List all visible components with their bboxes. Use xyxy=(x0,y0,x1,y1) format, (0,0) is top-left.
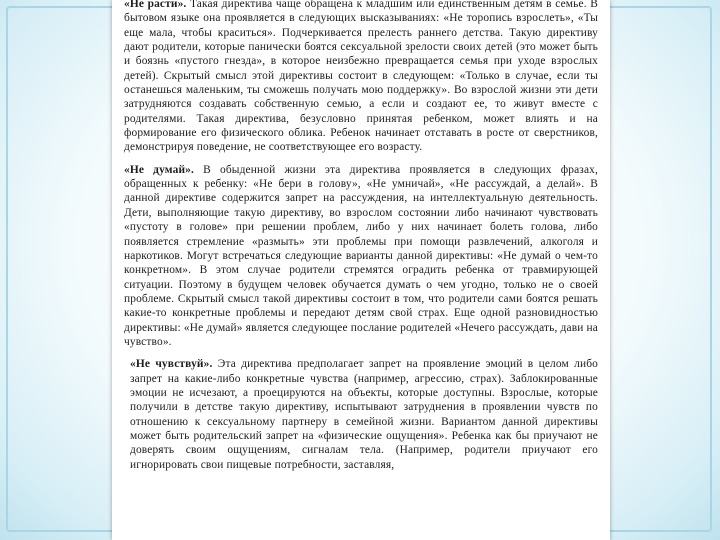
paragraph-body: В обыденной жизни эта директива проявляется в следующих фразах, обращенных к ребенку: «Не бери в голову», «Не умничай», «Не рассуждай, а делай». В данной директиве содержится запрет на рассуждения, на интеллектуальную деятельность. Дети, выполняющие такую директиву, во взрослом состоянии либо начинают чувствовать «пустоту в голове» при решении проблем, либо у них начинает болеть голова, либо появляется стремление «размыть» эти проблемы при помощи развлечений, алкоголя и наркотиков. Могут встречаться следующие варианты данной директивы: «Не думай о чем-то конкретном». В этом случае родители стремятся оградить ребенка от травмирующей ситуации. Поэтому в будущем человек обучается думать о чем угодно, только не о своей проблеме. Скрытый смысл такой директивы состоит в том, что родители сами боятся решать какие-то конкретные проблемы и передают детям свой страх. Еще одной разновидностью директивы: «Не думай» является следующее послание родителей «Нечего рассуждать, дави на чувство». xyxy=(124,163,598,348)
paragraph-ne-chuvstvuy xyxy=(124,357,598,472)
paragraph-ne-dumay xyxy=(124,163,598,349)
directive-term: «Не расти». xyxy=(124,0,187,10)
directive-term: «Не чувствуй». xyxy=(130,358,213,371)
directive-term: «Не думай». xyxy=(124,163,195,176)
document-page xyxy=(112,0,610,540)
paragraph-body: Эта директива предполагает запрет на проявление эмоций в целом либо запрет на какие-либо конкретные чувства (например, агрессию, страх). Заблокированные эмоции не исчезают, а проецируются на объекты, которые доступны. Взрослые, которые получили в детстве такую директиву, испытывают затруднения в проявлении чувств по отношению к сексуальному партнеру в семейной жизни. Вариантом данной директивы может быть родительский запрет на «физические ощущения». Ребенка как бы приучают не доверять своим ощущениям, сигналам тела. (Например, родители приучают его игнорировать свои пищевые потребности, заставляя, xyxy=(130,358,599,471)
document-text xyxy=(124,0,598,472)
paragraph-ne-rasti xyxy=(124,0,598,155)
paragraph-body: Такая директива чаще обращена к младшим или единственным детям в семье. В бытовом языке она проявляется в следующих высказываниях: «Не торопись взрослеть», «Ты еще мала, чтобы краситься». Подчеркивается прелесть раннего детства. Такую директиву дают родители, которые панически боятся сексуальной зрелости своих детей (это может быть и боязнь «пустого гнезда», в которое неизбежно превращается семья при уходе взрослых детей). Скрытый смысл этой директивы состоит в следующем: «Только в случае, если ты останешься маленьким, ты сможешь получать мою поддержку». Во взрослой жизни эти дети затрудняются создавать собственную семью, а если и создают ее, то живут вместе с родителями. Такая директива, безусловно принятая ребенком, может влиять и на формирование его физического облика. Ребенок начинает отставать в росте от сверстников, демонстрируя поведение, не соответствующее его возрасту. xyxy=(124,0,598,154)
